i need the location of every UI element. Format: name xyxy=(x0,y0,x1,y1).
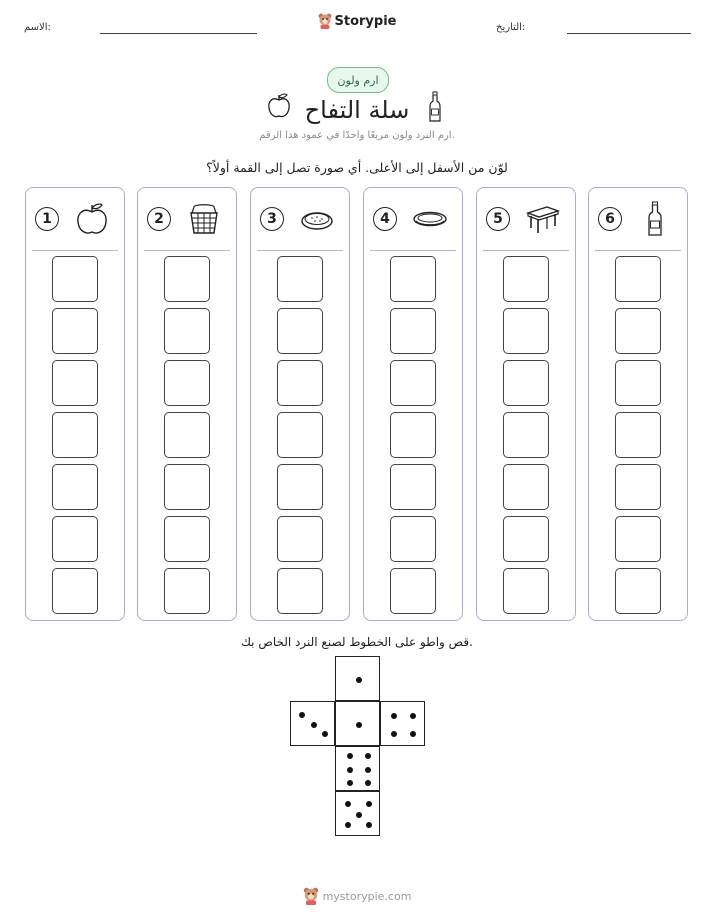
color-square[interactable] xyxy=(503,256,549,302)
stool-icon xyxy=(525,201,561,237)
column-number: 3 xyxy=(260,207,284,231)
color-square[interactable] xyxy=(615,464,661,510)
dice-face-1 xyxy=(335,701,380,746)
dice-pip xyxy=(391,731,397,737)
color-square[interactable] xyxy=(277,568,323,614)
color-square[interactable] xyxy=(164,568,210,614)
color-square[interactable] xyxy=(52,412,98,458)
color-square[interactable] xyxy=(503,464,549,510)
bottle-title-icon xyxy=(428,91,442,123)
dice-pip xyxy=(299,712,305,718)
color-square[interactable] xyxy=(164,308,210,354)
dice-pip xyxy=(365,780,371,786)
dice-pip xyxy=(356,812,362,818)
color-square[interactable] xyxy=(390,464,436,510)
color-square[interactable] xyxy=(164,412,210,458)
dice-pip xyxy=(347,753,353,759)
color-square[interactable] xyxy=(615,412,661,458)
date-line[interactable] xyxy=(567,33,691,34)
dice-pip xyxy=(345,822,351,828)
basket-icon xyxy=(186,201,222,237)
column-number: 1 xyxy=(35,207,59,231)
color-square[interactable] xyxy=(503,412,549,458)
column-number: 2 xyxy=(147,207,171,231)
name-line[interactable] xyxy=(100,33,257,34)
color-square[interactable] xyxy=(503,308,549,354)
subtitle: ارم النرد ولون مربعًا واحدًا في عمود هذا الرقم. xyxy=(259,130,455,141)
column-5 xyxy=(476,187,576,621)
color-square[interactable] xyxy=(390,516,436,562)
color-square[interactable] xyxy=(52,308,98,354)
dice-pip xyxy=(410,731,416,737)
color-square[interactable] xyxy=(277,256,323,302)
dice-pip xyxy=(365,767,371,773)
dice-face-4 xyxy=(380,701,425,746)
color-square[interactable] xyxy=(503,568,549,614)
brand-name: Storypie xyxy=(334,13,397,29)
dice-pip xyxy=(366,801,372,807)
column-divider xyxy=(483,250,569,251)
color-square[interactable] xyxy=(615,568,661,614)
column-3 xyxy=(250,187,350,621)
name-label: الاسم: xyxy=(24,22,51,33)
color-square[interactable] xyxy=(615,360,661,406)
color-square[interactable] xyxy=(503,516,549,562)
apple-icon xyxy=(74,201,110,237)
cut-instruction: قص واطو على الخطوط لصنع النرد الخاص بك. xyxy=(241,635,473,649)
column-number: 5 xyxy=(486,207,510,231)
color-square[interactable] xyxy=(277,360,323,406)
dice-pip xyxy=(356,677,362,683)
dice-face-1 xyxy=(335,656,380,701)
color-square[interactable] xyxy=(503,360,549,406)
column-divider xyxy=(257,250,343,251)
column-number: 4 xyxy=(373,207,397,231)
column-divider xyxy=(370,250,456,251)
activity-badge: ارم ولون xyxy=(327,67,389,93)
footer-url[interactable]: mystorypie.com xyxy=(322,889,412,903)
instruction: لوّن من الأسفل إلى الأعلى. أي صورة تصل إلى القمة أولاً؟ xyxy=(206,160,508,175)
color-square[interactable] xyxy=(52,516,98,562)
column-number: 6 xyxy=(598,207,622,231)
color-square[interactable] xyxy=(164,464,210,510)
dice-face-3 xyxy=(290,701,335,746)
pie-icon xyxy=(299,201,335,237)
color-square[interactable] xyxy=(277,308,323,354)
footer xyxy=(0,887,714,905)
column-divider xyxy=(144,250,230,251)
color-square[interactable] xyxy=(277,412,323,458)
color-square[interactable] xyxy=(277,516,323,562)
column-2 xyxy=(137,187,237,621)
dice-pip xyxy=(410,713,416,719)
color-square[interactable] xyxy=(390,308,436,354)
dice-face-5 xyxy=(335,791,380,836)
color-square[interactable] xyxy=(615,516,661,562)
color-square[interactable] xyxy=(52,360,98,406)
dice-pip xyxy=(322,731,328,737)
page-title: سلة التفاح xyxy=(304,96,410,124)
color-square[interactable] xyxy=(52,256,98,302)
dice-pip xyxy=(366,822,372,828)
bear-logo-icon xyxy=(303,887,319,905)
color-square[interactable] xyxy=(390,360,436,406)
column-4 xyxy=(363,187,463,621)
column-divider xyxy=(595,250,681,251)
brand-logo xyxy=(0,13,714,29)
column-1 xyxy=(25,187,125,621)
dice-pip xyxy=(311,722,317,728)
color-square[interactable] xyxy=(615,256,661,302)
color-square[interactable] xyxy=(615,308,661,354)
color-square[interactable] xyxy=(390,568,436,614)
dice-pip xyxy=(347,780,353,786)
column-divider xyxy=(32,250,118,251)
color-square[interactable] xyxy=(390,412,436,458)
dice-pip xyxy=(356,722,362,728)
color-square[interactable] xyxy=(52,464,98,510)
dice-pip xyxy=(345,801,351,807)
color-square[interactable] xyxy=(52,568,98,614)
dice-pip xyxy=(391,713,397,719)
date-label: التاريخ: xyxy=(496,22,526,33)
dice-pip xyxy=(347,767,353,773)
color-square[interactable] xyxy=(390,256,436,302)
bear-logo-icon xyxy=(318,13,332,29)
color-square[interactable] xyxy=(164,256,210,302)
dish-icon xyxy=(412,201,448,237)
bottle-icon xyxy=(637,201,673,237)
color-square[interactable] xyxy=(277,464,323,510)
color-square[interactable] xyxy=(164,360,210,406)
dice-face-6 xyxy=(335,746,380,791)
color-square[interactable] xyxy=(164,516,210,562)
column-6 xyxy=(588,187,688,621)
dice-pip xyxy=(365,753,371,759)
